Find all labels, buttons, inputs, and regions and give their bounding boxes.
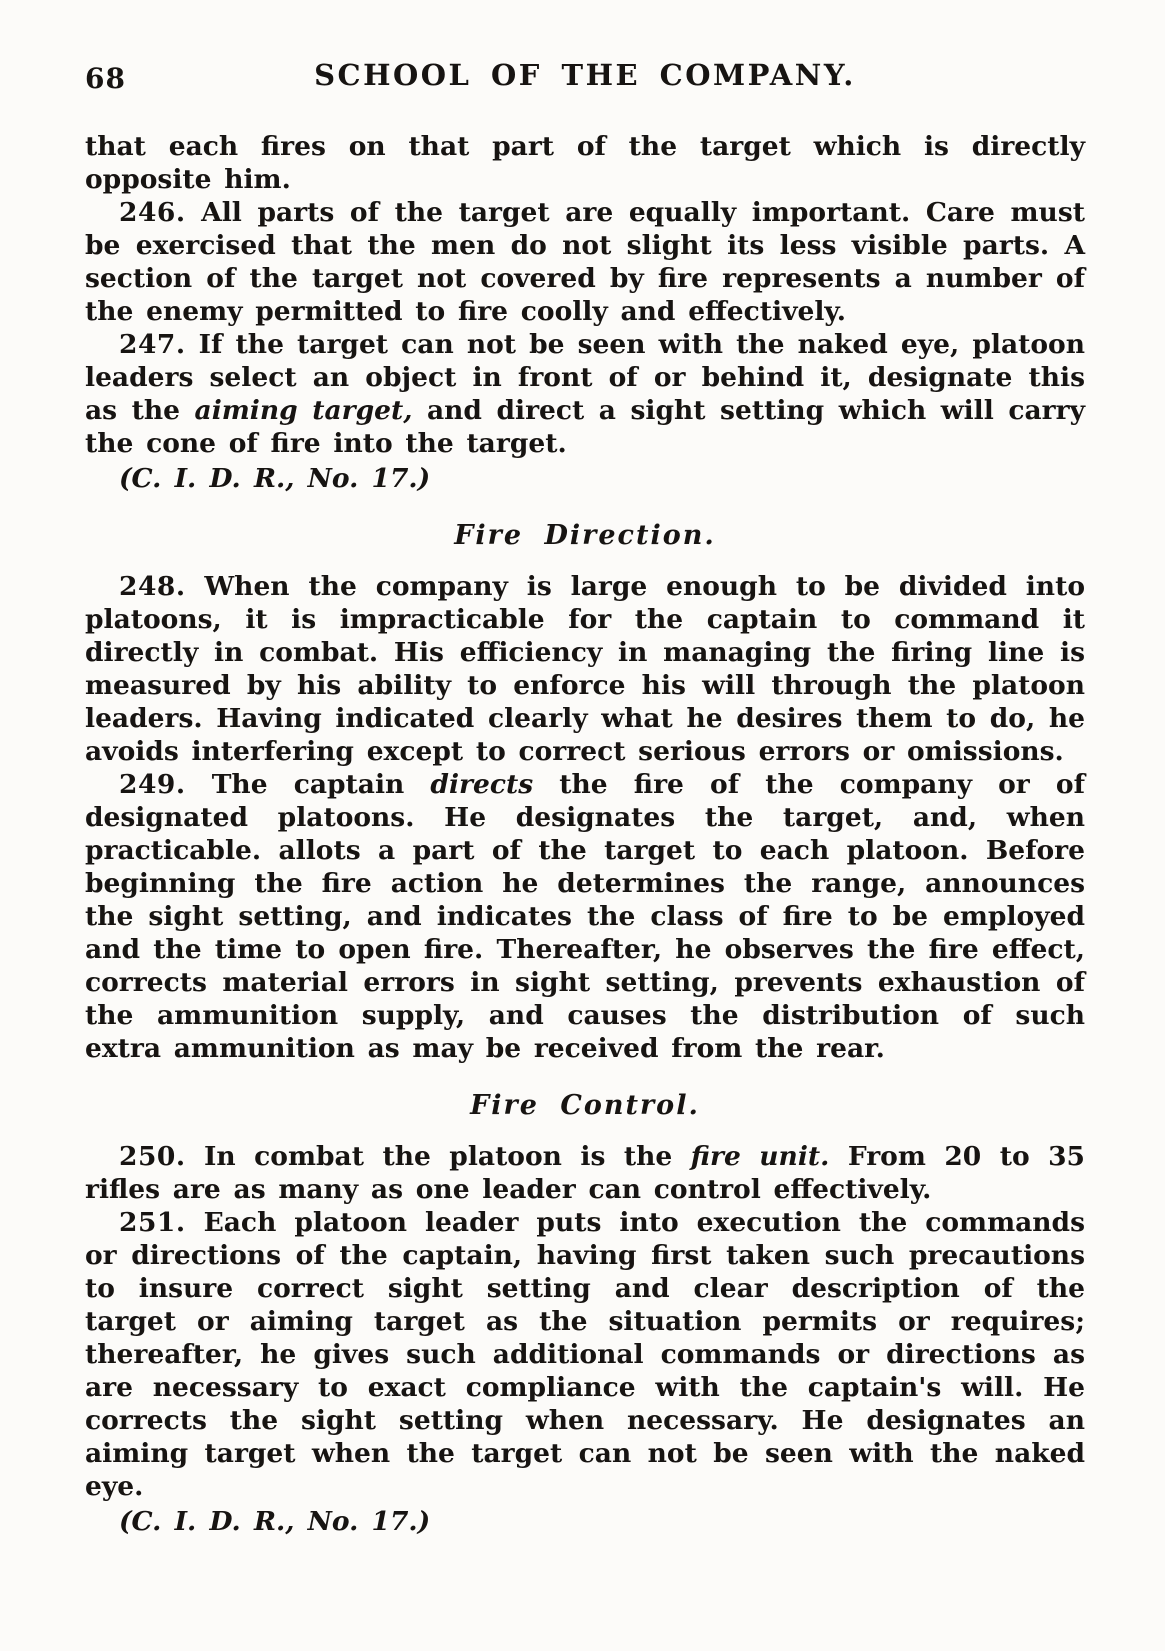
paragraph-number: 249.: [119, 769, 186, 800]
paragraph-text: If the target can not be seen with the naked eye, platoon leaders select an object in front of or behind it, designate this as the: [85, 329, 1085, 426]
paragraph-250: [85, 1140, 1085, 1206]
paragraph-number: 251.: [119, 1207, 186, 1238]
paragraph-number: 246.: [119, 197, 186, 228]
citation-text: (C. I. D. R., No. 17.): [119, 463, 431, 494]
paragraph-247: [85, 328, 1085, 460]
paragraph-text: that each fires on that part of the target which is directly opposite him.: [85, 131, 1085, 195]
italic-phrase-aiming-target: aiming target,: [194, 395, 413, 426]
paragraph-number: 248.: [119, 571, 186, 602]
italic-phrase-directs: directs: [430, 769, 534, 800]
section-heading-fire-direction: Fire Direction.: [454, 520, 716, 551]
citation-cidr: [85, 462, 1085, 495]
paragraph-249: [85, 768, 1085, 1065]
citation-text: (C. I. D. R., No. 17.): [119, 1506, 431, 1537]
paragraph-text: the fire of the company or of designated platoons. He designates the target, and, when practicable. allots a part of the target to each platoon. Before beginning the fire action he determines the range, announces the sight setting, and indicates the class of fire to be employed and the time to open fire. Thereafter, he observes the fire effect, corrects material errors in sight setting, prevents exhaustion of the ammunition supply, and causes the distribution of such extra ammunition as may be received from the rear.: [85, 769, 1085, 1064]
paragraph-text: The captain: [211, 769, 431, 800]
running-title: SCHOOL OF THE COMPANY.: [314, 58, 856, 92]
paragraph-251: [85, 1206, 1085, 1503]
paragraph-text: From 20 to 35 rifles are as many as one leader can control effectively.: [85, 1141, 1085, 1205]
page-number: 68: [85, 62, 126, 95]
paragraph-text: In combat the platoon is the: [204, 1141, 691, 1172]
section-heading-fire-control: Fire Control.: [470, 1090, 700, 1121]
paragraph-246: [85, 196, 1085, 328]
paragraph-continuation: [85, 130, 1085, 196]
page-header: [85, 58, 1085, 102]
citation-cidr: [85, 1505, 1085, 1538]
paragraph-number: 250.: [119, 1141, 186, 1172]
page-body: [85, 130, 1085, 1538]
paragraph-text: and direct a sight setting which will carry the cone of fire into the target.: [85, 395, 1085, 459]
paragraph-248: [85, 570, 1085, 768]
paragraph-text: When the company is large enough to be divided into platoons, it is impracticable for the captain to command it directly in combat. His efficiency in managing the firing line is measured by his ability to enforce his will through the platoon leaders. Having indicated clearly what he desires them to do, he avoids interfering except to correct serious errors or omissions.: [85, 571, 1085, 767]
paragraph-text: Each platoon leader puts into execution the commands or directions of the captain, having first taken such precautions to insure correct sight setting and clear description of the target or aiming target as the situation permits or requires; thereafter, he gives such additional commands or directions as are necessary to exact compliance with the captain's will. He corrects the sight setting when necessary. He designates an aiming target when the target can not be seen with the naked eye.: [85, 1207, 1085, 1502]
paragraph-text: All parts of the target are equally important. Care must be exercised that the men do not slight its less visible parts. A section of the target not covered by fire represents a number of the enemy permitted to fire coolly and effectively.: [85, 197, 1085, 327]
paragraph-number: 247.: [119, 329, 186, 360]
italic-phrase-fire-unit: fire unit.: [690, 1141, 830, 1172]
